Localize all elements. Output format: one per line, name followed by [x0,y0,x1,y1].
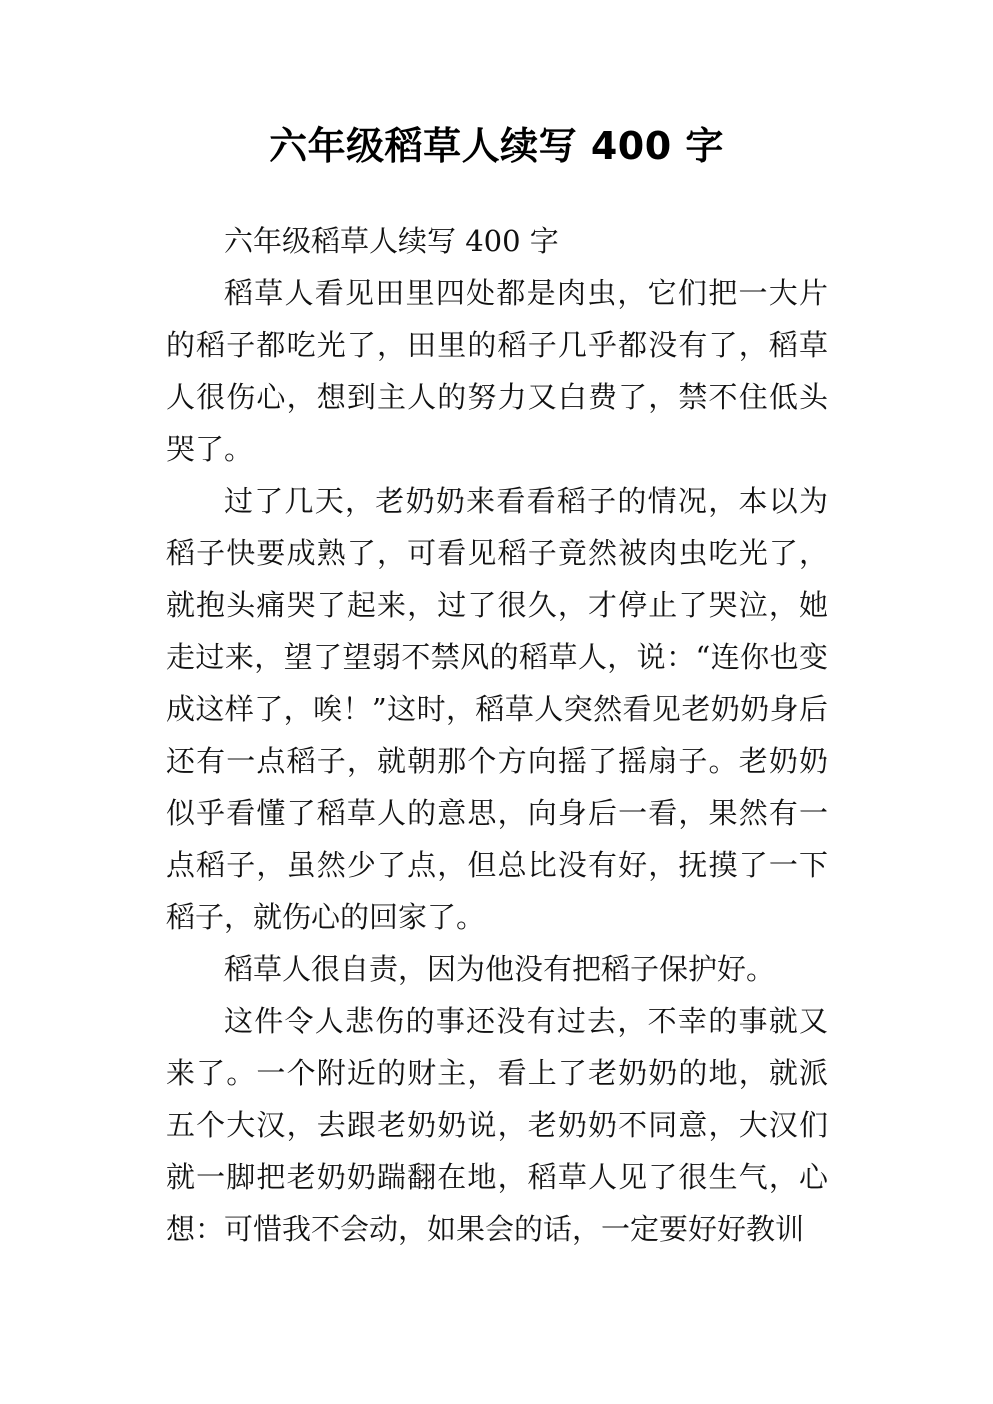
document-body [166,215,828,1255]
paragraph-3: 稻草人很自责，因为他没有把稻子保护好。 [224,952,776,986]
paragraph-1: 稻草人看见田里四处都是肉虫，它们把一大片的稻子都吃光了，田里的稻子几乎都没有了，稻草人很伤心，想到主人的努力又白费了，禁不住低头哭了。 [166,276,828,466]
document-title: 六年级稻草人续写 400 字 [269,124,724,168]
subtitle-paragraph: 六年级稻草人续写 400 字 [224,224,559,258]
paragraph-2: 过了几天，老奶奶来看看稻子的情况，本以为稻子快要成熟了，可看见稻子竟然被肉虫吃光了，就抱头痛哭了起来，过了很久，才停止了哭泣，她走过来，望了望弱不禁风的稻草人，说：“连你也变成这样了，唉！”这时，稻草人突然看见老奶奶身后还有一点稻子，就朝那个方向摇了摇扇子。老奶奶似乎看懂了稻草人的意思，向身后一看，果然有一点稻子，虽然少了点，但总比没有好，抚摸了一下稻子，就伤心的回家了。 [166,484,828,934]
paragraph-4: 这件令人悲伤的事还没有过去，不幸的事就又来了。一个附近的财主，看上了老奶奶的地，就派五个大汉，去跟老奶奶说，老奶奶不同意，大汉们就一脚把老奶奶踹翻在地，稻草人见了很生气，心想：可惜我不会动，如果会的话，一定要好好教训 [166,1004,828,1246]
